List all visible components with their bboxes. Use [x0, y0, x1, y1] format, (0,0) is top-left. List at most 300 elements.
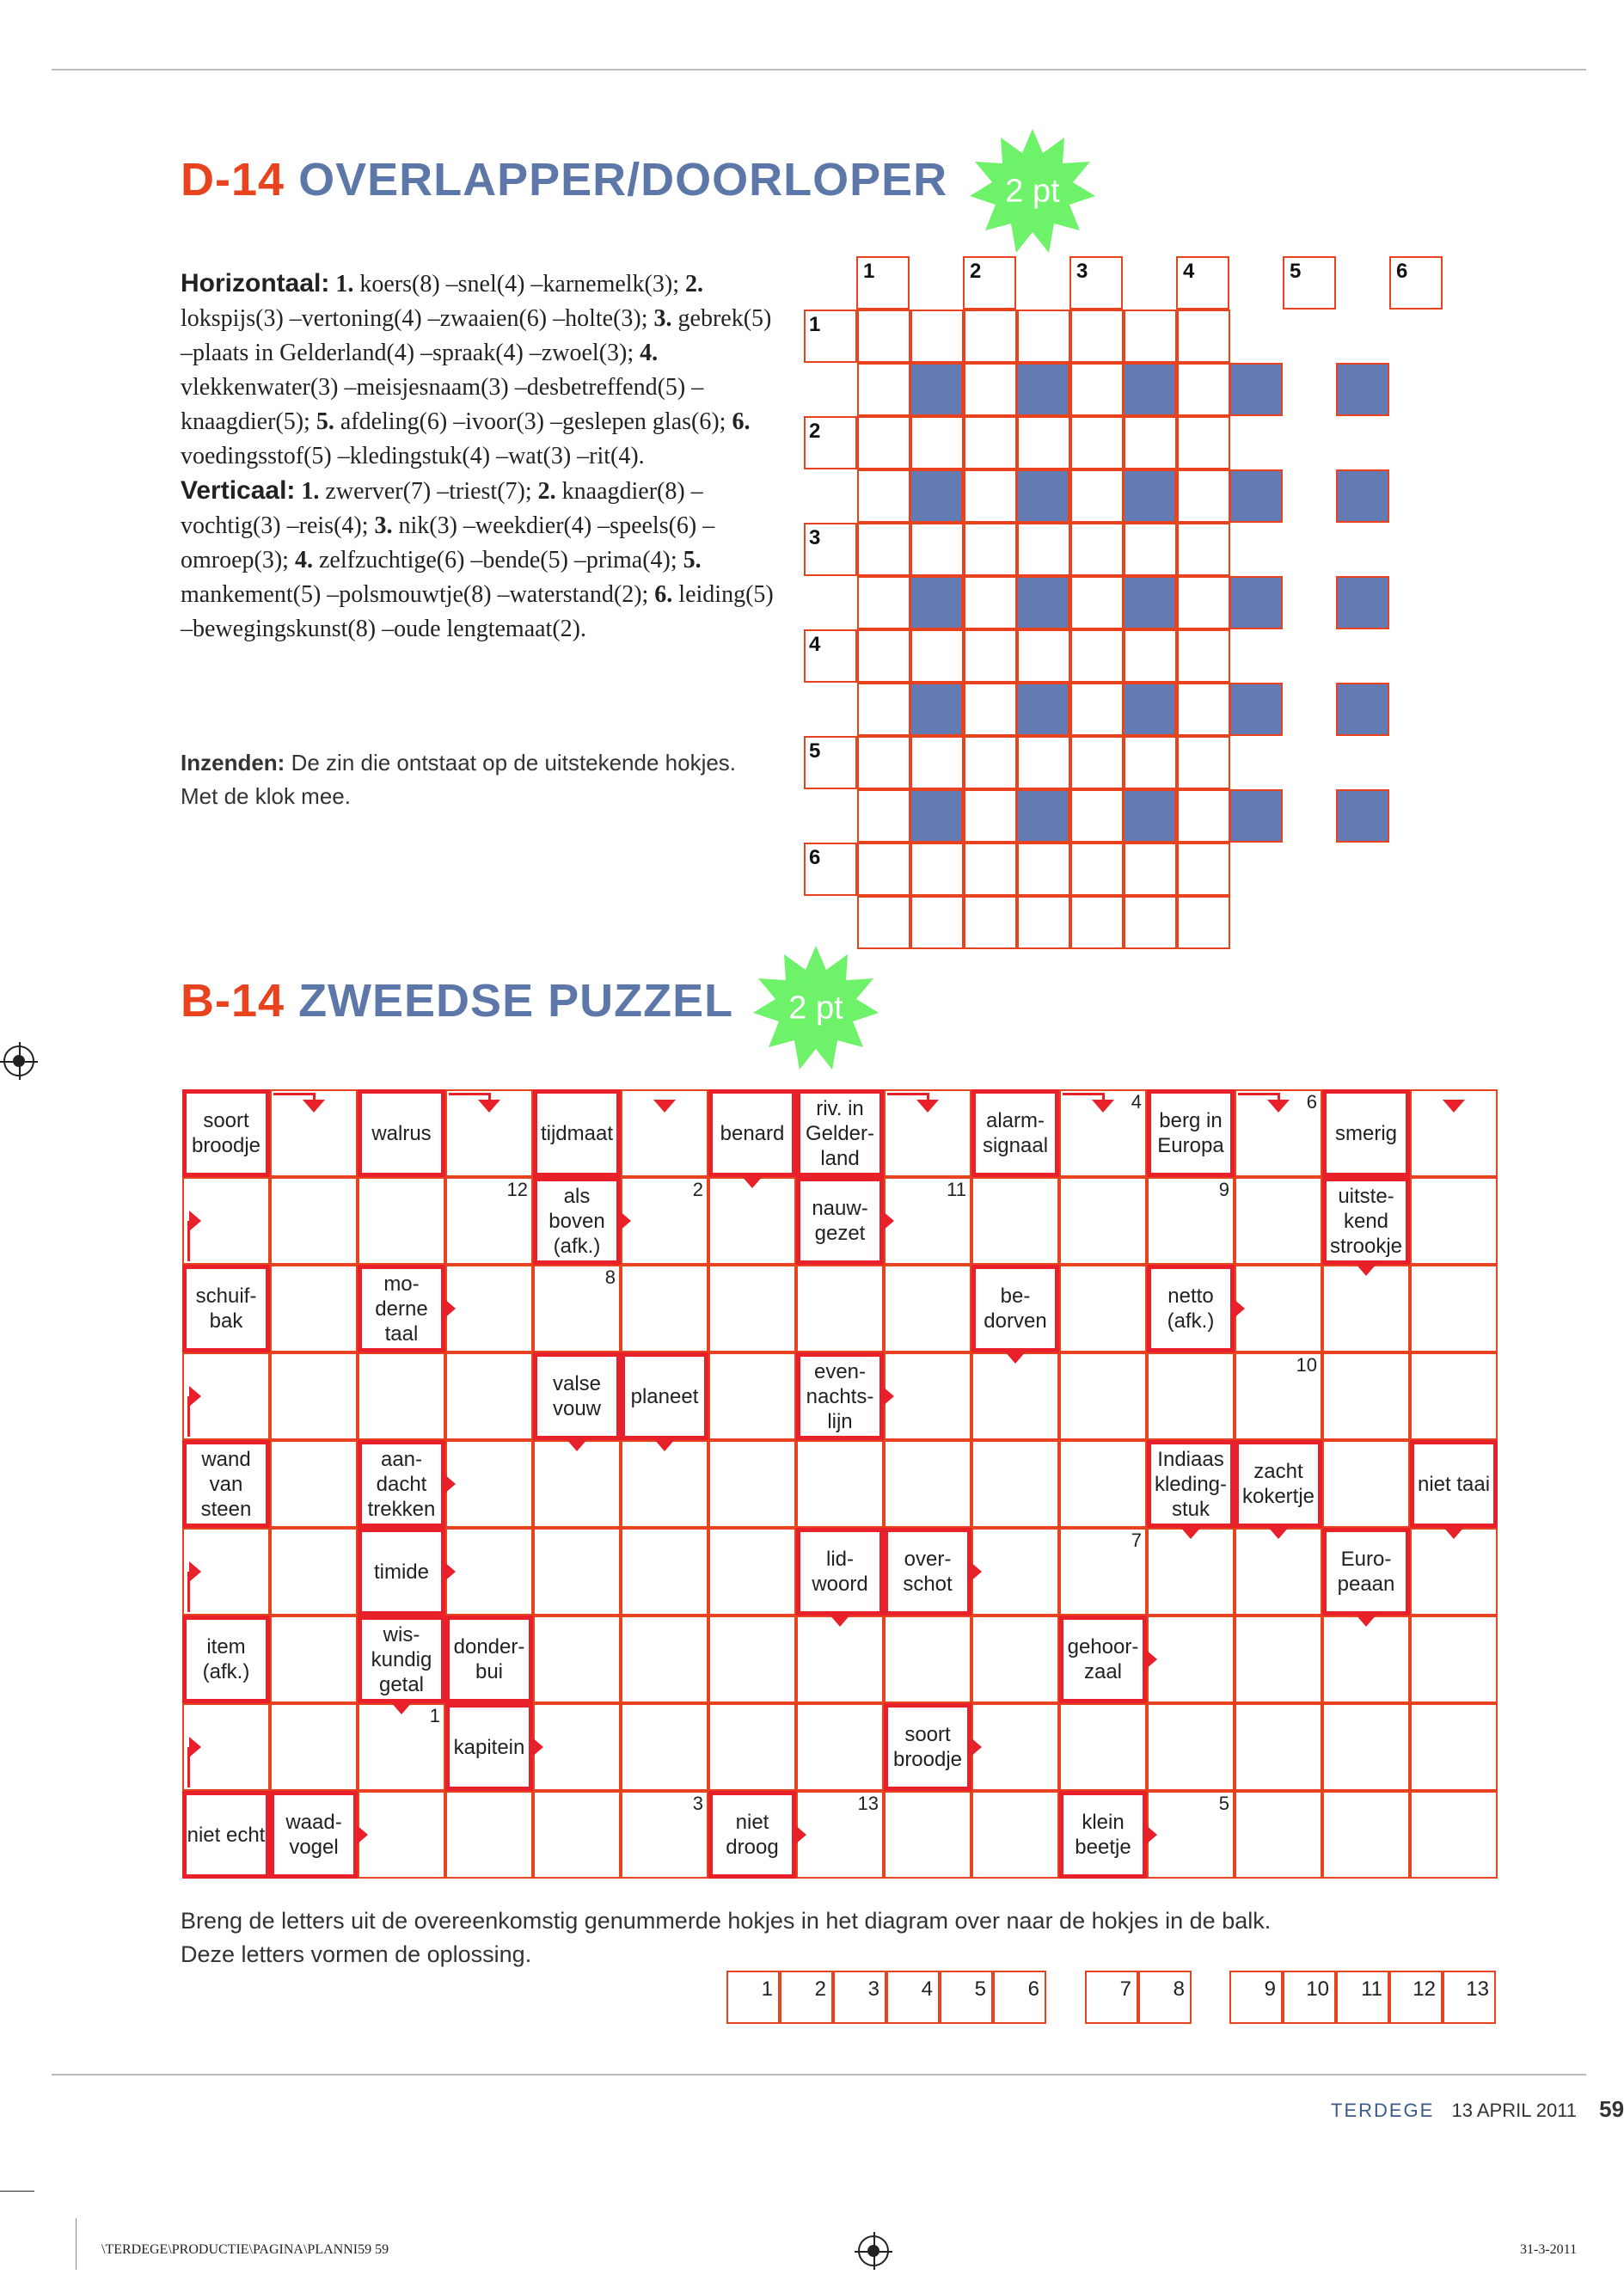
- d14-cell: [1124, 523, 1177, 576]
- b14-cell: [270, 1616, 358, 1703]
- v-num: 6.: [654, 581, 673, 608]
- solution-box: 13: [1443, 1971, 1496, 2024]
- d14-blocked-cell: [1016, 576, 1069, 629]
- b14-cell: [270, 1265, 358, 1352]
- d14-blocked-cell: [1123, 469, 1176, 523]
- b14-clue-cell: alarm- signaal: [971, 1089, 1059, 1177]
- d14-row-number: 3: [809, 526, 821, 549]
- b14-cell: [445, 1352, 533, 1440]
- d14-cell: [910, 523, 964, 576]
- d14-name: OVERLAPPER/DOORLOPER: [298, 154, 948, 205]
- b14-clue-cell: niet echt: [182, 1791, 270, 1879]
- arrow-down-icon: [1267, 1526, 1290, 1539]
- b14-cell: [1235, 1791, 1322, 1879]
- b14-cell: [1410, 1265, 1498, 1352]
- vertical-label: Verticaal:: [181, 476, 296, 505]
- b14-cell: [708, 1352, 796, 1440]
- b14-cell: [270, 1528, 358, 1616]
- b14-cell-number: 10: [1296, 1354, 1317, 1376]
- d14-cell: [1124, 629, 1177, 683]
- b14-cell: [621, 1616, 708, 1703]
- registration-mark-icon: [858, 2235, 889, 2266]
- v-num: 4.: [294, 547, 313, 573]
- d14-cell: [857, 629, 910, 683]
- arrow-down-icon: [1267, 1100, 1290, 1113]
- b14-cell: [445, 1528, 533, 1616]
- d14-cell: [964, 416, 1017, 469]
- footer-brand: TERDEGE: [1331, 2100, 1435, 2121]
- d14-cell: [1070, 523, 1124, 576]
- d14-blocked-cell: [1229, 576, 1283, 629]
- d14-cell: [1017, 310, 1070, 363]
- b14-cell: [1410, 1616, 1498, 1703]
- b14-cell: [971, 1616, 1059, 1703]
- b14-cell-number: 5: [1218, 1793, 1229, 1814]
- b14-clue-cell: mo- derne taal: [358, 1265, 445, 1352]
- d14-cell: [1070, 736, 1124, 789]
- d14-clues: [181, 267, 774, 647]
- solution-box: 4: [886, 1971, 940, 2024]
- d14-cell: [1177, 310, 1230, 363]
- b14-cell: [971, 1791, 1059, 1879]
- solution-box: 8: [1138, 1971, 1192, 2024]
- b14-cell: [971, 1177, 1059, 1265]
- b14-name: ZWEEDSE PUZZEL: [298, 975, 734, 1027]
- registration-mark-icon: [3, 1045, 34, 1076]
- d14-cell: [857, 789, 910, 843]
- arrow-right-icon: [1233, 1298, 1245, 1319]
- solution-box: 3: [833, 1971, 886, 2024]
- b14-cell: [1059, 1703, 1147, 1791]
- b14-cell: [1147, 1703, 1235, 1791]
- d14-cell: [1124, 896, 1177, 949]
- b14-cell: [533, 1616, 621, 1703]
- b14-clue-cell: soort broodje: [884, 1703, 971, 1791]
- d14-blocked-cell: [1016, 789, 1069, 843]
- b14-cell: [1147, 1528, 1235, 1616]
- arrow-right-icon: [1145, 1649, 1157, 1670]
- arrow-down-icon: [390, 1701, 413, 1714]
- h-num: 1.: [335, 271, 354, 297]
- v-num: 5.: [683, 547, 702, 573]
- margin-rule: [0, 2191, 34, 2192]
- b14-clue-cell: item (afk.): [182, 1616, 270, 1703]
- d14-blocked-cell: [1123, 576, 1176, 629]
- b14-cell: [270, 1440, 358, 1528]
- b14-clue-cell: smerig: [1322, 1089, 1410, 1177]
- b14-clue-cell: be- dorven: [971, 1265, 1059, 1352]
- b14-clue-cell: klein beetje: [1059, 1791, 1147, 1879]
- d14-cell: [1124, 736, 1177, 789]
- b14-cell: [358, 1352, 445, 1440]
- b14-cell: [270, 1703, 358, 1791]
- b14-cell: [796, 1440, 884, 1528]
- h-clue: gebrek(5) –plaats in Gelderland(4) –spraak(4) –zwoel(3);: [181, 305, 772, 366]
- v-clue: knaagdier(8) –vochtig(3) –reis(4);: [181, 478, 703, 539]
- b14-cell: [884, 1352, 971, 1440]
- d14-cell: [857, 363, 910, 416]
- b14-title: [181, 974, 733, 1027]
- d14-cell: [964, 683, 1017, 736]
- b14-cell-number: 13: [857, 1793, 879, 1814]
- d14-row-number: 5: [809, 739, 821, 763]
- d14-blocked-cell: [1336, 469, 1389, 523]
- d14-col-number: 6: [1396, 260, 1408, 283]
- b14-cell-number: 2: [692, 1179, 703, 1200]
- b14-cell: [1410, 1791, 1498, 1879]
- b14-cell: [884, 1791, 971, 1879]
- b14-cell: [358, 1177, 445, 1265]
- arrow-bend-icon: [449, 1093, 491, 1101]
- d14-cell: [1124, 310, 1177, 363]
- b14-cell: [708, 1616, 796, 1703]
- bottom-rule: [52, 2074, 1586, 2075]
- d14-row-number: 6: [809, 846, 821, 869]
- arrow-down-icon: [916, 1100, 939, 1113]
- b14-cell: [621, 1265, 708, 1352]
- b14-cell: [1059, 1440, 1147, 1528]
- b14-clue-cell: wand van steen: [182, 1440, 270, 1528]
- b14-clue-cell: Indiaas kleding- stuk: [1147, 1440, 1235, 1528]
- solution-box: 2: [780, 1971, 833, 2024]
- b14-clue-cell: tijdmaat: [533, 1089, 621, 1177]
- v-clue: zelfzuchtige(6) –bende(5) –prima(4);: [318, 547, 677, 573]
- b14-points-badge: [753, 946, 879, 1071]
- b14-cell: [445, 1791, 533, 1879]
- b14-cell-number: 3: [692, 1793, 703, 1814]
- d14-blocked-cell: [1336, 789, 1389, 843]
- arrow-right-icon: [356, 1824, 368, 1845]
- b14-cell: [621, 1703, 708, 1791]
- b14-cell: [445, 1265, 533, 1352]
- d14-cell: [857, 416, 910, 469]
- d14-cell: [964, 629, 1017, 683]
- b14-cell-number: 12: [506, 1179, 528, 1200]
- b14-clue-cell: riv. in Gelder- land: [796, 1089, 884, 1177]
- d14-cell: [964, 789, 1017, 843]
- arrow-bend-icon: [1063, 1093, 1105, 1101]
- arrow-down-icon: [741, 1175, 763, 1188]
- arrow-bend-icon: [1238, 1093, 1280, 1101]
- b14-cell: [884, 1440, 971, 1528]
- slug-path: \TERDEGE\PRODUCTIE\PAGINA\PLANNI59 59: [101, 2242, 389, 2257]
- b14-cell: [1235, 1528, 1322, 1616]
- d14-blocked-cell: [1123, 363, 1176, 416]
- b14-clue-cell: niet droog: [708, 1791, 796, 1879]
- d14-cell: [857, 523, 910, 576]
- solution-box: 10: [1283, 1971, 1336, 2024]
- b14-clue-cell: waad- vogel: [270, 1791, 358, 1879]
- d14-cell: [857, 843, 910, 896]
- b14-cell: [1322, 1791, 1410, 1879]
- arrow-right-icon: [444, 1298, 456, 1319]
- b14-cell: [533, 1791, 621, 1879]
- arrow-right-icon: [882, 1211, 894, 1231]
- arrow-bend-icon: [187, 1396, 194, 1437]
- b14-cell: [971, 1352, 1059, 1440]
- d14-blocked-cell: [910, 576, 963, 629]
- h-clue: voedingsstof(5) –kledingstuk(4) –wat(3) –rit(4).: [181, 443, 645, 469]
- d14-cell: [857, 896, 910, 949]
- solution-box: 1: [726, 1971, 780, 2024]
- d14-blocked-cell: [1229, 789, 1283, 843]
- d14-cell: [1177, 629, 1230, 683]
- b14-cell: [1322, 1703, 1410, 1791]
- d14-cell: [1177, 416, 1230, 469]
- b14-cell: [971, 1528, 1059, 1616]
- d14-cell: [910, 629, 964, 683]
- b14-clue-cell: uitste- kend strookje: [1322, 1177, 1410, 1265]
- arrow-down-icon: [1092, 1100, 1114, 1113]
- b14-clue-cell: niet taai: [1410, 1440, 1498, 1528]
- b14-clue-cell: zacht kokertje: [1235, 1440, 1322, 1528]
- b14-cell: [884, 1265, 971, 1352]
- b14-cell: [796, 1703, 884, 1791]
- b14-clue-cell: aan- dacht trekken: [358, 1440, 445, 1528]
- b14-cell: [1410, 1177, 1498, 1265]
- arrow-down-icon: [303, 1100, 325, 1113]
- page-footer: [1331, 2096, 1624, 2123]
- d14-points-badge: [970, 129, 1095, 254]
- b14-cell: [1322, 1440, 1410, 1528]
- d14-cell: [857, 310, 910, 363]
- d14-cell: [1070, 629, 1124, 683]
- v-num: 2.: [537, 478, 556, 505]
- d14-cell: [1070, 469, 1124, 523]
- arrow-right-icon: [970, 1561, 982, 1582]
- d14-cell: [910, 416, 964, 469]
- arrow-right-icon: [882, 1386, 894, 1407]
- d14-cell: [1070, 683, 1124, 736]
- solution-box: 11: [1336, 1971, 1389, 2024]
- b14-cell: [1410, 1703, 1498, 1791]
- d14-blocked-cell: [1229, 683, 1283, 736]
- d14-cell: [1070, 843, 1124, 896]
- arrow-down-icon: [478, 1100, 500, 1113]
- d14-cell: [1177, 523, 1230, 576]
- d14-cell: [964, 469, 1017, 523]
- arrow-right-icon: [619, 1211, 631, 1231]
- b14-points: 2 pt: [788, 990, 843, 1027]
- b14-cell-number: 1: [429, 1705, 440, 1726]
- b14-cell: [1147, 1616, 1235, 1703]
- b14-cell: [708, 1528, 796, 1616]
- arrow-down-icon: [1004, 1351, 1026, 1364]
- d14-cell: [1177, 789, 1230, 843]
- d14-cell: [857, 683, 910, 736]
- d14-cell: [857, 736, 910, 789]
- d14-blocked-cell: [1229, 469, 1283, 523]
- v-num: 1.: [301, 478, 320, 505]
- h-num: 5.: [316, 408, 334, 435]
- arrow-down-icon: [829, 1614, 851, 1627]
- d14-col-number: 5: [1290, 260, 1302, 283]
- arrow-bend-icon: [187, 1572, 194, 1612]
- arrow-right-icon: [1145, 1824, 1157, 1845]
- footer-page: 59: [1599, 2096, 1624, 2122]
- d14-cell: [910, 896, 964, 949]
- b14-cell: [358, 1791, 445, 1879]
- d14-cell: [964, 363, 1017, 416]
- b14-cell: [533, 1703, 621, 1791]
- d14-cell: [964, 310, 1017, 363]
- d14-blocked-cell: [1336, 683, 1389, 736]
- b14-cell-number: 11: [947, 1179, 966, 1200]
- b14-cell: [621, 1528, 708, 1616]
- instruction-line-2: Deze letters vormen de oplossing.: [181, 1941, 532, 1967]
- d14-cell: [1177, 363, 1230, 416]
- d14-col-number: 1: [863, 260, 875, 283]
- b14-clue-cell: wis- kundig getal: [358, 1616, 445, 1703]
- d14-cell: [857, 576, 910, 629]
- d14-cell: [964, 523, 1017, 576]
- d14-blocked-cell: [1336, 576, 1389, 629]
- d14-blocked-cell: [1016, 363, 1069, 416]
- arrow-down-icon: [1180, 1526, 1202, 1539]
- d14-cell: [1177, 843, 1230, 896]
- d14-cell: [1177, 469, 1230, 523]
- d14-cell: [1017, 896, 1070, 949]
- b14-cell: [1147, 1352, 1235, 1440]
- b14-cell: [796, 1265, 884, 1352]
- d14-blocked-cell: [1016, 683, 1069, 736]
- b14-cell-number: 8: [604, 1266, 616, 1288]
- solution-box: 12: [1389, 1971, 1443, 2024]
- d14-blocked-cell: [1123, 683, 1176, 736]
- d14-col-number: 3: [1076, 260, 1088, 283]
- v-clue: zwerver(7) –triest(7);: [325, 478, 532, 505]
- b14-cell: [1059, 1265, 1147, 1352]
- d14-cell: [964, 736, 1017, 789]
- d14-cell: [1070, 363, 1124, 416]
- h-clue: koers(8) –snel(4) –karnemelk(3);: [359, 271, 679, 297]
- instruction-line-1: Breng de letters uit de overeenkomstig genummerde hokjes in het diagram over naar de hokjes in de balk.: [181, 1908, 1272, 1934]
- b14-clue-cell: soort broodje: [182, 1089, 270, 1177]
- arrow-bend-icon: [187, 1747, 194, 1787]
- slug-date: 31-3-2011: [1520, 2242, 1578, 2257]
- b14-cell: [621, 1440, 708, 1528]
- arrow-down-icon: [653, 1438, 676, 1451]
- b14-cell: [708, 1177, 796, 1265]
- arrow-right-icon: [444, 1561, 456, 1582]
- d14-blocked-cell: [910, 363, 963, 416]
- solution-box: 6: [993, 1971, 1046, 2024]
- solution-box: 5: [940, 1971, 993, 2024]
- arrow-right-icon: [531, 1737, 543, 1757]
- d14-cell: [910, 310, 964, 363]
- d14-cell: [964, 576, 1017, 629]
- b14-cell: [1322, 1265, 1410, 1352]
- arrow-down-icon: [1443, 1526, 1465, 1539]
- b14-clue-cell: timide: [358, 1528, 445, 1616]
- v-clue: nik(3) –weekdier(4) –speels(6) – omroep(3);: [181, 512, 715, 573]
- b14-cell: [1410, 1528, 1498, 1616]
- solution-box: 7: [1085, 1971, 1138, 2024]
- b14-cell: [971, 1440, 1059, 1528]
- d14-cell: [964, 843, 1017, 896]
- b14-cell-number: 7: [1131, 1530, 1142, 1551]
- arrow-bend-icon: [273, 1093, 316, 1101]
- b14-cell: [1322, 1616, 1410, 1703]
- b14-clue-cell: over- schot: [884, 1528, 971, 1616]
- b14-clue-cell: benard: [708, 1089, 796, 1177]
- b14-cell: [971, 1703, 1059, 1791]
- d14-cell: [1177, 683, 1230, 736]
- b14-clue-cell: walrus: [358, 1089, 445, 1177]
- b14-clue-cell: valse vouw: [533, 1352, 621, 1440]
- v-clue: leiding(5) –bewegingskunst(8) –oude lengtemaat(2).: [181, 581, 774, 642]
- d14-blocked-cell: [1229, 363, 1283, 416]
- d14-row-number: 1: [809, 313, 821, 336]
- d14-cell: [1070, 416, 1124, 469]
- d14-cell: [910, 736, 964, 789]
- b14-cell-number: 9: [1218, 1179, 1229, 1200]
- b14-cell: [708, 1440, 796, 1528]
- d14-cell: [1017, 736, 1070, 789]
- d14-cell: [1177, 576, 1230, 629]
- d14-blocked-cell: [1016, 469, 1069, 523]
- arrow-down-icon: [566, 1438, 588, 1451]
- d14-col-number: 4: [1183, 260, 1195, 283]
- d14-cell: [1017, 416, 1070, 469]
- h-clue: afdeling(6) –ivoor(3) –geslepen glas(6);: [340, 408, 726, 435]
- h-clue: lokspijs(3) –vertoning(4) –zwaaien(6) –holte(3);: [181, 305, 648, 332]
- b14-cell: [270, 1177, 358, 1265]
- b14-cell: [1322, 1352, 1410, 1440]
- b14-clue-cell: kapitein: [445, 1703, 533, 1791]
- d14-cell: [1070, 789, 1124, 843]
- b14-instruction: [181, 1904, 1271, 1971]
- arrow-bend-icon: [887, 1093, 929, 1101]
- d14-title: [181, 153, 947, 206]
- solution-box: 9: [1229, 1971, 1283, 2024]
- arrow-right-icon: [794, 1824, 806, 1845]
- d14-submit-note: [181, 746, 774, 813]
- h-num: 2.: [685, 271, 703, 297]
- b14-cell-number: 6: [1306, 1091, 1317, 1113]
- d14-cell: [1124, 843, 1177, 896]
- slug-rule: [76, 2218, 77, 2270]
- h-num: 6.: [732, 408, 751, 435]
- d14-cell: [1070, 310, 1124, 363]
- b14-clue-cell: berg in Europa: [1147, 1089, 1235, 1177]
- d14-blocked-cell: [910, 469, 963, 523]
- b14-cell: [796, 1616, 884, 1703]
- b14-clue-cell: als boven (afk.): [533, 1177, 621, 1265]
- b14-clue-cell: lid- woord: [796, 1528, 884, 1616]
- b14-clue-cell: donder- bui: [445, 1616, 533, 1703]
- b14-code: B-14: [181, 975, 285, 1027]
- d14-cell: [1017, 523, 1070, 576]
- b14-clue-cell: schuif- bak: [182, 1265, 270, 1352]
- h-num: 3.: [653, 305, 672, 332]
- b14-cell: [445, 1440, 533, 1528]
- b14-cell: [1059, 1352, 1147, 1440]
- arrow-right-icon: [444, 1474, 456, 1494]
- d14-row-number: 2: [809, 420, 821, 443]
- b14-cell: [1235, 1703, 1322, 1791]
- arrow-down-icon: [653, 1100, 676, 1113]
- d14-cell: [1070, 576, 1124, 629]
- b14-clue-cell: nauw- gezet: [796, 1177, 884, 1265]
- b14-cell: [1410, 1352, 1498, 1440]
- b14-clue-cell: netto (afk.): [1147, 1265, 1235, 1352]
- d14-cell: [1017, 843, 1070, 896]
- b14-cell: [708, 1265, 796, 1352]
- d14-cell: [910, 843, 964, 896]
- d14-code: D-14: [181, 154, 285, 205]
- b14-cell: [1235, 1616, 1322, 1703]
